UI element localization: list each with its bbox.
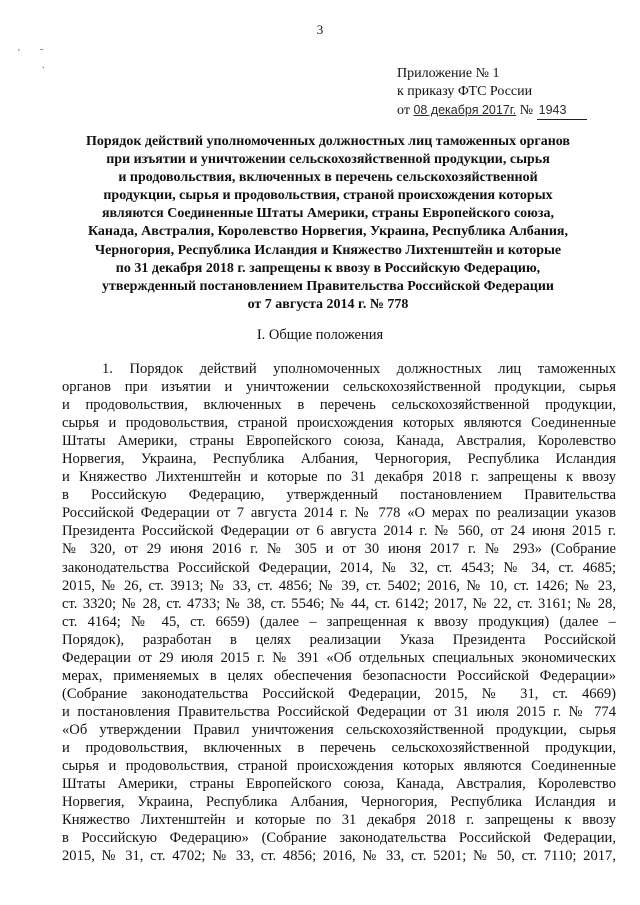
paragraph-line: законодательства Российской Федерации, 2014, № 32, ст. 4543; № 34, ст. 4685; bbox=[62, 559, 616, 576]
paragraph-line: в Российскую Федерацию» (Собрание законодательства Российской Федерации, bbox=[62, 830, 616, 847]
appendix-order-date-line bbox=[397, 101, 627, 120]
scan-artifact-mark: ' bbox=[18, 48, 20, 59]
title-line: утвержденный постановлением Правительства Российской Федерации bbox=[102, 278, 554, 294]
handwritten-order-date: 08 декабря 2017г. bbox=[413, 103, 517, 117]
title-line: от 7 августа 2014 г. № 778 bbox=[247, 296, 409, 312]
paragraph-line: (Собрание законодательства Российской Федерации, 2015, № 31, ст. 4669) bbox=[62, 685, 616, 702]
paragraph-line: и постановления Правительства Российской Федерации от 31 июля 2015 г. № 774 bbox=[62, 703, 616, 720]
paragraph-line: сырья и продовольствия, страной происхождения которых являются Соединенные bbox=[62, 415, 616, 432]
paragraph-line: органов при изъятии и уничтожении сельскохозяйственной продукции, сырья bbox=[62, 379, 616, 396]
paragraph-line: Российской Федерации от 7 августа 2014 г. № 778 «О мерах по реализации указов bbox=[62, 505, 616, 522]
appendix-date-prefix: от bbox=[397, 103, 410, 118]
paragraph-line: и Княжество Лихтенштейн и которые по 31 декабря 2018 г. запрещены к ввозу bbox=[62, 469, 616, 486]
section-heading: I. Общие положения bbox=[256, 327, 384, 343]
paragraph-line: Порядок), разработан в целях реализации Указа Президента Российской bbox=[62, 631, 616, 648]
paragraph-line: № 320, от 29 июня 2016 г. № 305 и от 30 июня 2017 г. № 293» (Собрание bbox=[62, 541, 616, 558]
paragraph-line: Норвегия, Украина, Республика Албания, Черногория, Республика Исландия bbox=[62, 451, 616, 468]
appendix-order-reference: к приказу ФТС России bbox=[397, 84, 533, 99]
scan-artifact-mark: - bbox=[40, 44, 44, 55]
paragraph-line: «Об утверждении Правил уничтожения сельскохозяйственной продукции, сырья bbox=[62, 721, 616, 738]
paragraph-line: Штаты Америки, страны Европейского союза, Канада, Австралия, Королевство bbox=[62, 433, 616, 450]
paragraph-line: 1. Порядок действий уполномоченных должностных лиц таможенных bbox=[102, 361, 616, 377]
title-line: и продовольствия, включенных в перечень сельскохозяйственной bbox=[118, 170, 538, 186]
title-line: продукции, сырья и продовольствия, страной происхождения которых bbox=[103, 188, 553, 204]
paragraph-line: 2015, № 26, ст. 3913; № 33, ст. 4856; № 39, ст. 5402; 2016, № 10, ст. 1426; № 23, bbox=[62, 577, 616, 594]
paragraph-line: Княжество Лихтенштейн и которые по 31 декабря 2018 г. запрещены к ввозу bbox=[62, 812, 616, 829]
paragraph-line: ст. 4164; № 45, ст. 6659) (далее – запрещенная к ввозу продукция) (далее – bbox=[62, 613, 616, 630]
appendix-number-sign: № bbox=[519, 103, 534, 118]
title-line: Черногория, Республика Исландия и Княжество Лихтенштейн и которые bbox=[94, 242, 562, 258]
paragraph-line: ст. 3320; № 28, ст. 4733; № 38, ст. 5546; № 44, ст. 6142; 2017, № 22, ст. 3161; № 28, bbox=[62, 595, 616, 612]
appendix-header bbox=[397, 65, 627, 120]
paragraph-line: Норвегия, Украина, Республика Албания, Черногория, Республика Исландия и bbox=[62, 794, 616, 811]
paragraph-line: 2015, № 31, ст. 4702; № 33, ст. 4856; 2016, № 33, ст. 5201; № 50, ст. 7110; 2017, bbox=[62, 848, 616, 865]
title-line: являются Соединенные Штаты Америки, страны Европейского союза, bbox=[101, 206, 554, 222]
scan-artifact-mark: . bbox=[42, 60, 45, 71]
title-line: при изъятии и уничтожении сельскохозяйственной продукции, сырья bbox=[106, 152, 550, 168]
paragraph-line: в Российскую Федерацию, утвержденный постановлением Правительства bbox=[62, 487, 616, 504]
paragraph-line: мерах, применяемых в целях обеспечения безопасности Российской Федерации» bbox=[62, 667, 616, 684]
title-line: Порядок действий уполномоченных должностных лиц таможенных органов bbox=[85, 134, 570, 149]
document-title bbox=[40, 133, 616, 314]
paragraph-line: и продовольствия, включенных в перечень сельскохозяйственной продукции, bbox=[62, 397, 616, 414]
paragraph-line: Президента Российской Федерации от 6 августа 2014 г. № 560, от 24 июня 2015 г. bbox=[62, 523, 616, 540]
body-paragraph bbox=[62, 360, 616, 865]
paragraph-line: Федерации от 29 июля 2015 г. № 391 «Об отдельных специальных экономических bbox=[62, 649, 616, 666]
handwritten-order-number: 1943 bbox=[537, 101, 587, 120]
paragraph-line: сырья и продовольствия, страной происхождения которых являются Соединенные bbox=[62, 758, 616, 775]
paragraph-line: Штаты Америки, страны Европейского союза, Канада, Австралия, Королевство bbox=[62, 776, 616, 793]
appendix-label: Приложение № 1 bbox=[397, 66, 500, 81]
title-line: Канада, Австралия, Королевство Норвегия, Украина, Республика Албания, bbox=[87, 224, 569, 240]
title-line: по 31 декабря 2018 г. запрещены к ввозу в Российскую Федерацию, bbox=[115, 260, 541, 276]
page-number: 3 bbox=[316, 22, 324, 37]
paragraph-line: и продовольствия, включенных в перечень сельскохозяйственной продукции, bbox=[62, 739, 616, 756]
